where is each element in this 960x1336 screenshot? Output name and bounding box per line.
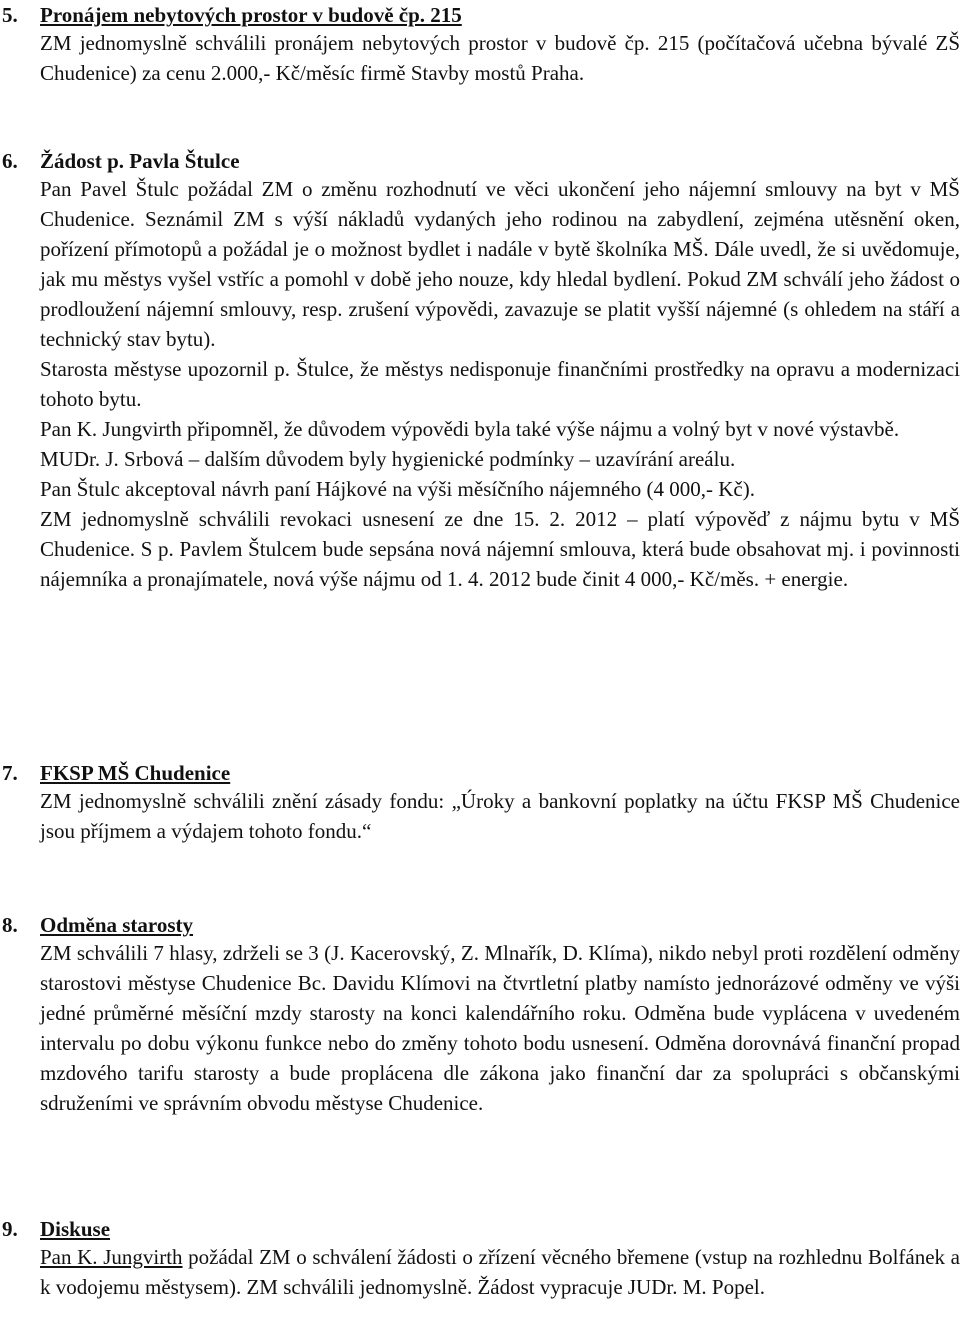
section-8-title: Odměna starosty: [40, 913, 194, 937]
section-5-number: 5.: [2, 3, 18, 27]
section-5-paragraph: ZM jednomyslně schválili pronájem nebytových prostor v budově čp. 215 (počítačová učebna bývalé ZŠ Chudenice) za cenu 2.000,- Kč/měsíc firmě Stavby mostů Praha.: [40, 31, 960, 85]
section-8-body: [40, 938, 960, 1118]
section-6-paragraph-2: Starosta městyse upozornil p. Štulce, že městys nedisponuje finančními prostředky na opravu a modernizaci tohoto bytu.: [40, 357, 960, 411]
section-6-paragraph-5: Pan Štulc akceptoval návrh paní Hájkové na výši měsíčního nájemného (4 000,- Kč).: [40, 477, 755, 501]
section-6-paragraph-3: Pan K. Jungvirth připomněl, že důvodem výpovědi byla také výše nájmu a volný byt v nové výstavbě.: [40, 417, 900, 441]
section-8-paragraph: ZM schválili 7 hlasy, zdrželi se 3 (J. Kacerovský, Z. Mlnařík, D. Klíma), nikdo nebyl proti rozdělení odměny starostovi městyse Chudenice Bc. Davidu Klímovi na čtvrtletní platby namísto jednorázové odměny ve výši jedné průměrné měsíční mzdy starosty na konci kalendářního roku. Odměna bude vyplácena v uvedeném intervalu po dobu výkonu funkce nebo do změny tohoto bodu usnesení. Odměna dorovnává finanční propad mzdového tarifu starosty a bude proplácena dle zákona jako finanční dar za spolupráci s občanskými sdruženími ve správním obvodu městyse Chudenice.: [40, 941, 960, 1115]
section-9-heading: [0, 1216, 960, 1242]
section-6-paragraph-1: Pan Pavel Štulc požádal ZM o změnu rozhodnutí ve věci ukončení jeho nájemní smlouvy na byt v MŠ Chudenice. Seznámil ZM s výší nákladů vydaných jeho rodinou na zabydlení, zejména utěsnění oken, pořízení přímotopů a požádal je o možnost bydlet i nadále v bytě školníka MŠ. Dále uvedl, že si uvědomuje, jak mu městys vyšel vstříc a pomohl v době jeho nouze, kdy hledal bydlení. Pokud ZM schválí jeho žádost o prodloužení nájemní smlouvy, resp. zrušení výpovědi, zavazuje se platit vyšší nájemné (s ohledem na stáří a technický stav bytu).: [40, 177, 960, 351]
section-5-heading: [0, 2, 960, 28]
section-5-title: Pronájem nebytových prostor v budově čp. 215: [40, 3, 462, 27]
section-7-number: 7.: [2, 761, 18, 785]
section-6-paragraph-6: ZM jednomyslně schválili revokaci usnesení ze dne 15. 2. 2012 – platí výpověď z nájmu bytu v MŠ Chudenice. S p. Pavlem Štulcem bude sepsána nová nájemní smlouva, která bude obsahovat mj. i povinnosti nájemníka a pronajímatele, nová výše nájmu od 1. 4. 2012 bude činit 4 000,- Kč/měs. + energie.: [40, 507, 960, 591]
section-6-paragraph-4: MUDr. J. Srbová – dalším důvodem byly hygienické podmínky – uzavírání areálu.: [40, 447, 736, 471]
section-9-text: požádal ZM o schválení žádosti o zřízení věcného břemene (vstup na rozhlednu Bolfánek a k vodojemu městysem). ZM schválili jednomyslně. Žádost vypracuje JUDr. M. Popel.: [40, 1245, 960, 1299]
section-6: [0, 148, 960, 594]
section-8: [0, 912, 960, 1118]
section-7-title: FKSP MŠ Chudenice: [40, 761, 231, 785]
section-6-title: Žádost p. Pavla Štulce: [40, 149, 240, 173]
section-7-paragraph: ZM jednomyslně schválili znění zásady fondu: „Úroky a bankovní poplatky na účtu FKSP MŠ Chudenice jsou příjmem a výdajem tohoto fondu.“: [40, 789, 960, 843]
section-9-body: [40, 1242, 960, 1302]
section-6-number: 6.: [2, 149, 18, 173]
section-8-heading: [0, 912, 960, 938]
section-5-body: [40, 28, 960, 88]
section-8-number: 8.: [2, 913, 18, 937]
section-7: [0, 760, 960, 846]
section-9: [0, 1216, 960, 1302]
section-9-paragraph: [40, 1242, 960, 1302]
section-6-body: [40, 174, 960, 594]
section-6-heading: [0, 148, 960, 174]
section-5: [0, 2, 960, 88]
section-7-body: [40, 786, 960, 846]
section-9-title: Diskuse: [40, 1217, 111, 1241]
section-9-speaker: Pan K. Jungvirth: [40, 1245, 183, 1269]
section-9-number: 9.: [2, 1217, 18, 1241]
section-7-heading: [0, 760, 960, 786]
